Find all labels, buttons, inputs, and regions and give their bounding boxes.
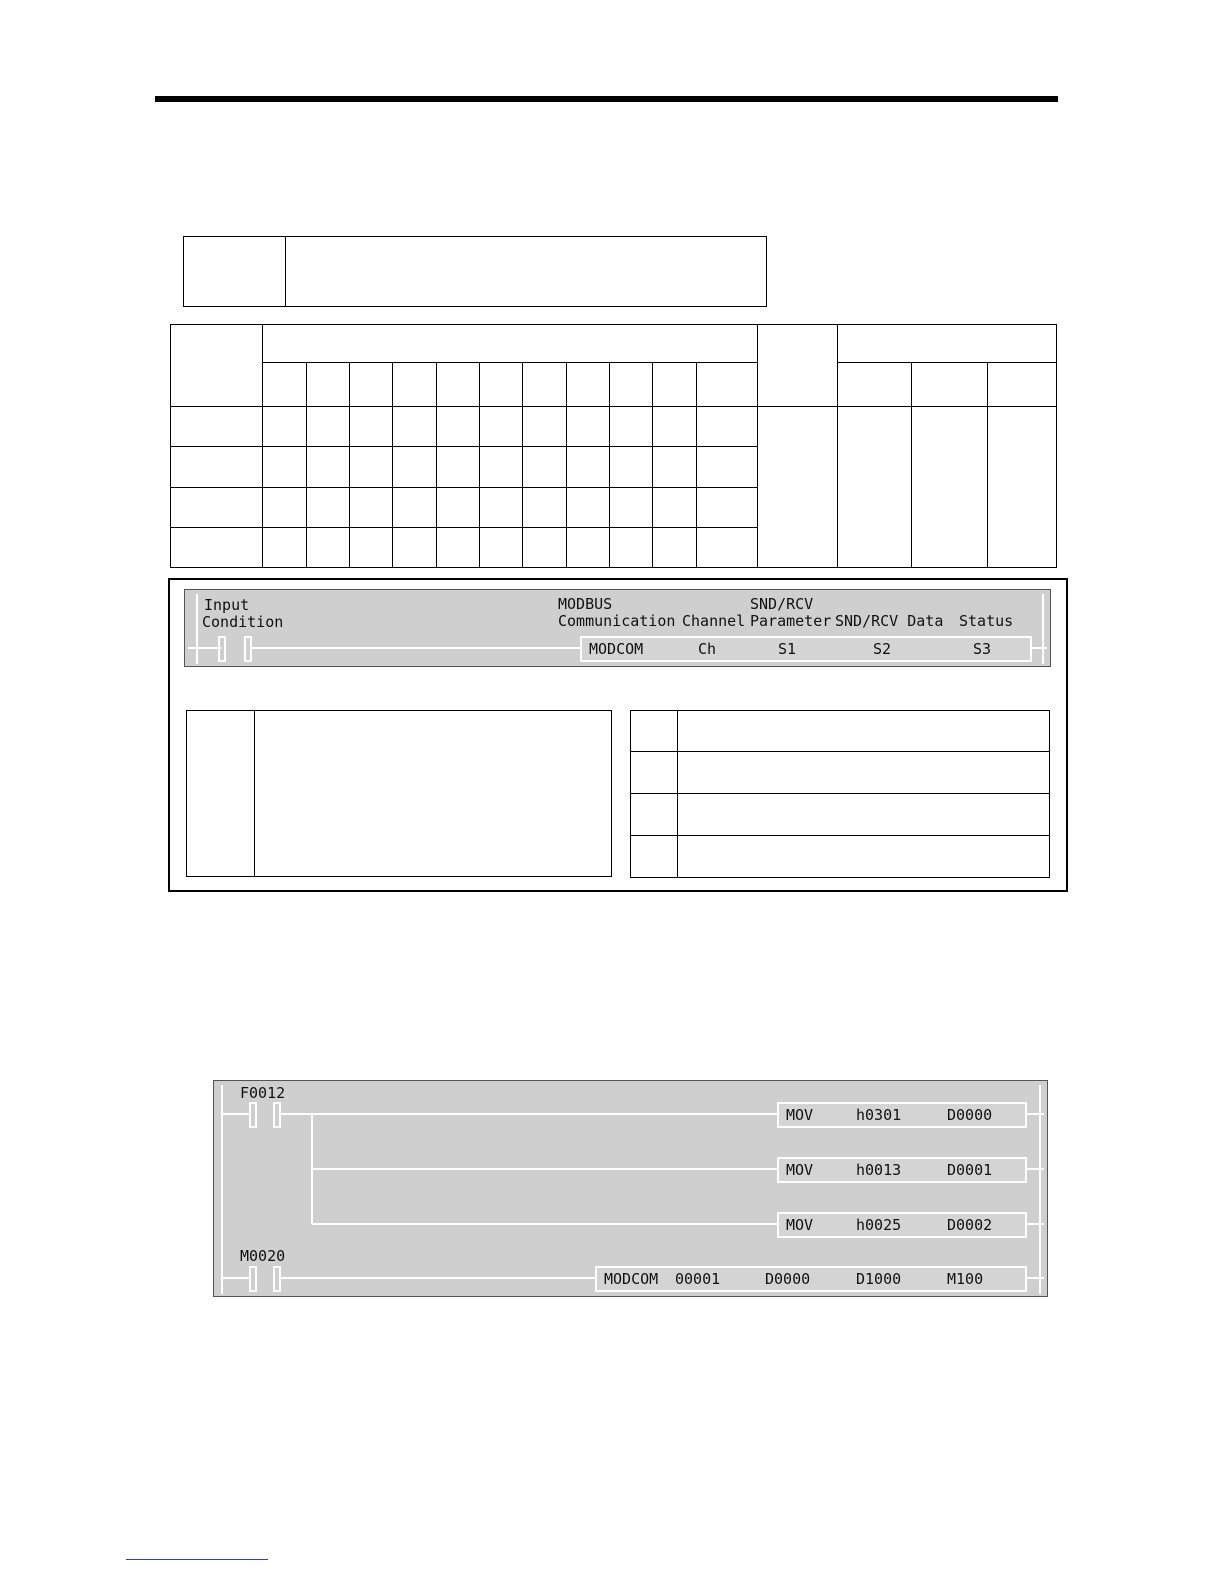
- table-cell: [523, 528, 567, 568]
- table-cell: [307, 407, 350, 447]
- mov-dst: D0002: [947, 1216, 993, 1234]
- steps-cell: [758, 407, 838, 568]
- table-cell: [567, 407, 610, 447]
- area-box-divider: [285, 237, 286, 306]
- input-condition-label-1: Input: [204, 596, 250, 614]
- table-cell: [567, 488, 610, 528]
- table-cell: [610, 447, 653, 488]
- flag-cell: [988, 407, 1057, 568]
- operand-header-cell: [171, 325, 263, 407]
- legend-desc-cell: [678, 794, 1050, 836]
- table-cell: [263, 407, 307, 447]
- contact-m0020-label: M0020: [240, 1247, 286, 1265]
- table-cell: [350, 447, 393, 488]
- table-cell: [653, 447, 697, 488]
- mov-dst: D0000: [947, 1106, 993, 1124]
- table-cell: [567, 528, 610, 568]
- legend-key-cell: [187, 711, 255, 877]
- param-label-1: SND/RCV: [750, 595, 814, 613]
- table-cell: [393, 407, 437, 447]
- device-col-cell: [653, 363, 697, 407]
- legend-desc-cell: [678, 836, 1050, 878]
- table-cell: [437, 528, 480, 568]
- table-cell: [610, 528, 653, 568]
- table-cell: [350, 407, 393, 447]
- mov-op: MOV: [786, 1216, 814, 1234]
- mov-dst: D0001: [947, 1161, 993, 1179]
- table-cell: [263, 447, 307, 488]
- table-cell: [437, 447, 480, 488]
- table-cell: [437, 488, 480, 528]
- mov-src: h0025: [856, 1216, 902, 1234]
- table-cell: [480, 407, 523, 447]
- mov-op: MOV: [786, 1106, 814, 1124]
- flag-cell: [838, 407, 912, 568]
- table-cell: [480, 528, 523, 568]
- table-cell: [523, 447, 567, 488]
- data-label: SND/RCV Data: [835, 612, 944, 630]
- operand-s2: S2: [873, 640, 892, 658]
- table-cell: [480, 488, 523, 528]
- table-cell: [307, 528, 350, 568]
- operand-row-cell: [171, 528, 263, 568]
- table-cell: [610, 407, 653, 447]
- device-col-cell: [697, 363, 758, 407]
- modcom-s1: D0000: [765, 1270, 811, 1288]
- table-cell: [393, 488, 437, 528]
- program-ladder-panel: [213, 1080, 1048, 1297]
- modcom-ch: 00001: [675, 1270, 721, 1288]
- table-cell: [263, 528, 307, 568]
- param-label-2: Parameter: [750, 612, 832, 630]
- device-col-cell: [307, 363, 350, 407]
- legend-desc-cell: [678, 752, 1050, 794]
- area-box: [183, 236, 767, 307]
- operand-row-cell: [171, 488, 263, 528]
- program-ladder-lines: [214, 1081, 1049, 1298]
- footnote-rule: [126, 1559, 268, 1560]
- comm-label-2: Communication: [558, 612, 676, 630]
- device-col-cell: [437, 363, 480, 407]
- table-cell: [697, 488, 758, 528]
- flag-col-cell: [912, 363, 988, 407]
- legend-key-cell: [631, 711, 678, 752]
- table-cell: [653, 488, 697, 528]
- table-cell: [350, 488, 393, 528]
- table-cell: [697, 407, 758, 447]
- legend-key-cell: [631, 836, 678, 878]
- operand-row-cell: [171, 407, 263, 447]
- table-cell: [523, 488, 567, 528]
- legend-key-cell: [631, 794, 678, 836]
- channel-label: Channel: [682, 612, 746, 630]
- flag-col-cell: [838, 363, 912, 407]
- device-col-cell: [480, 363, 523, 407]
- comm-label-1: MODBUS: [558, 595, 613, 613]
- table-cell: [307, 488, 350, 528]
- operand-row-cell: [171, 447, 263, 488]
- table-cell: [437, 407, 480, 447]
- header-rule: [155, 96, 1058, 102]
- legend-desc-cell: [678, 711, 1050, 752]
- legend-table-left: [186, 710, 612, 877]
- operand-s1: S1: [778, 640, 797, 658]
- mov-src: h0013: [856, 1161, 902, 1179]
- status-label: Status: [959, 612, 1014, 630]
- steps-header-cell: [758, 325, 838, 407]
- device-col-cell: [523, 363, 567, 407]
- operand-s3: S3: [973, 640, 992, 658]
- flag-header-cell: [838, 325, 1057, 363]
- table-cell: [350, 528, 393, 568]
- mov-src: h0301: [856, 1106, 902, 1124]
- table-cell: [697, 447, 758, 488]
- table-cell: [393, 528, 437, 568]
- input-condition-label-2: Condition: [202, 613, 284, 631]
- table-cell: [480, 447, 523, 488]
- table-cell: [653, 528, 697, 568]
- table-cell: [697, 528, 758, 568]
- modcom-s2: D1000: [856, 1270, 902, 1288]
- table-cell: [263, 488, 307, 528]
- legend-desc-cell: [255, 711, 612, 877]
- table-cell: [567, 447, 610, 488]
- device-col-cell: [350, 363, 393, 407]
- table-cell: [523, 407, 567, 447]
- function-block-panel: [184, 589, 1051, 667]
- flag-col-cell: [988, 363, 1057, 407]
- device-header-cell: [263, 325, 758, 363]
- operand-ch: Ch: [698, 640, 717, 658]
- modcom-op: MODCOM: [604, 1270, 659, 1288]
- operand-table: [170, 324, 1057, 568]
- legend-table-right: [630, 710, 1050, 878]
- device-col-cell: [610, 363, 653, 407]
- legend-key-cell: [631, 752, 678, 794]
- table-cell: [307, 447, 350, 488]
- modcom-s3: M100: [947, 1270, 984, 1288]
- device-col-cell: [263, 363, 307, 407]
- instr-modcom: MODCOM: [589, 640, 644, 658]
- mov-op: MOV: [786, 1161, 814, 1179]
- contact-f0012-label: F0012: [240, 1084, 286, 1102]
- device-col-cell: [567, 363, 610, 407]
- device-col-cell: [393, 363, 437, 407]
- flag-cell: [912, 407, 988, 568]
- table-cell: [610, 488, 653, 528]
- table-cell: [653, 407, 697, 447]
- table-cell: [393, 447, 437, 488]
